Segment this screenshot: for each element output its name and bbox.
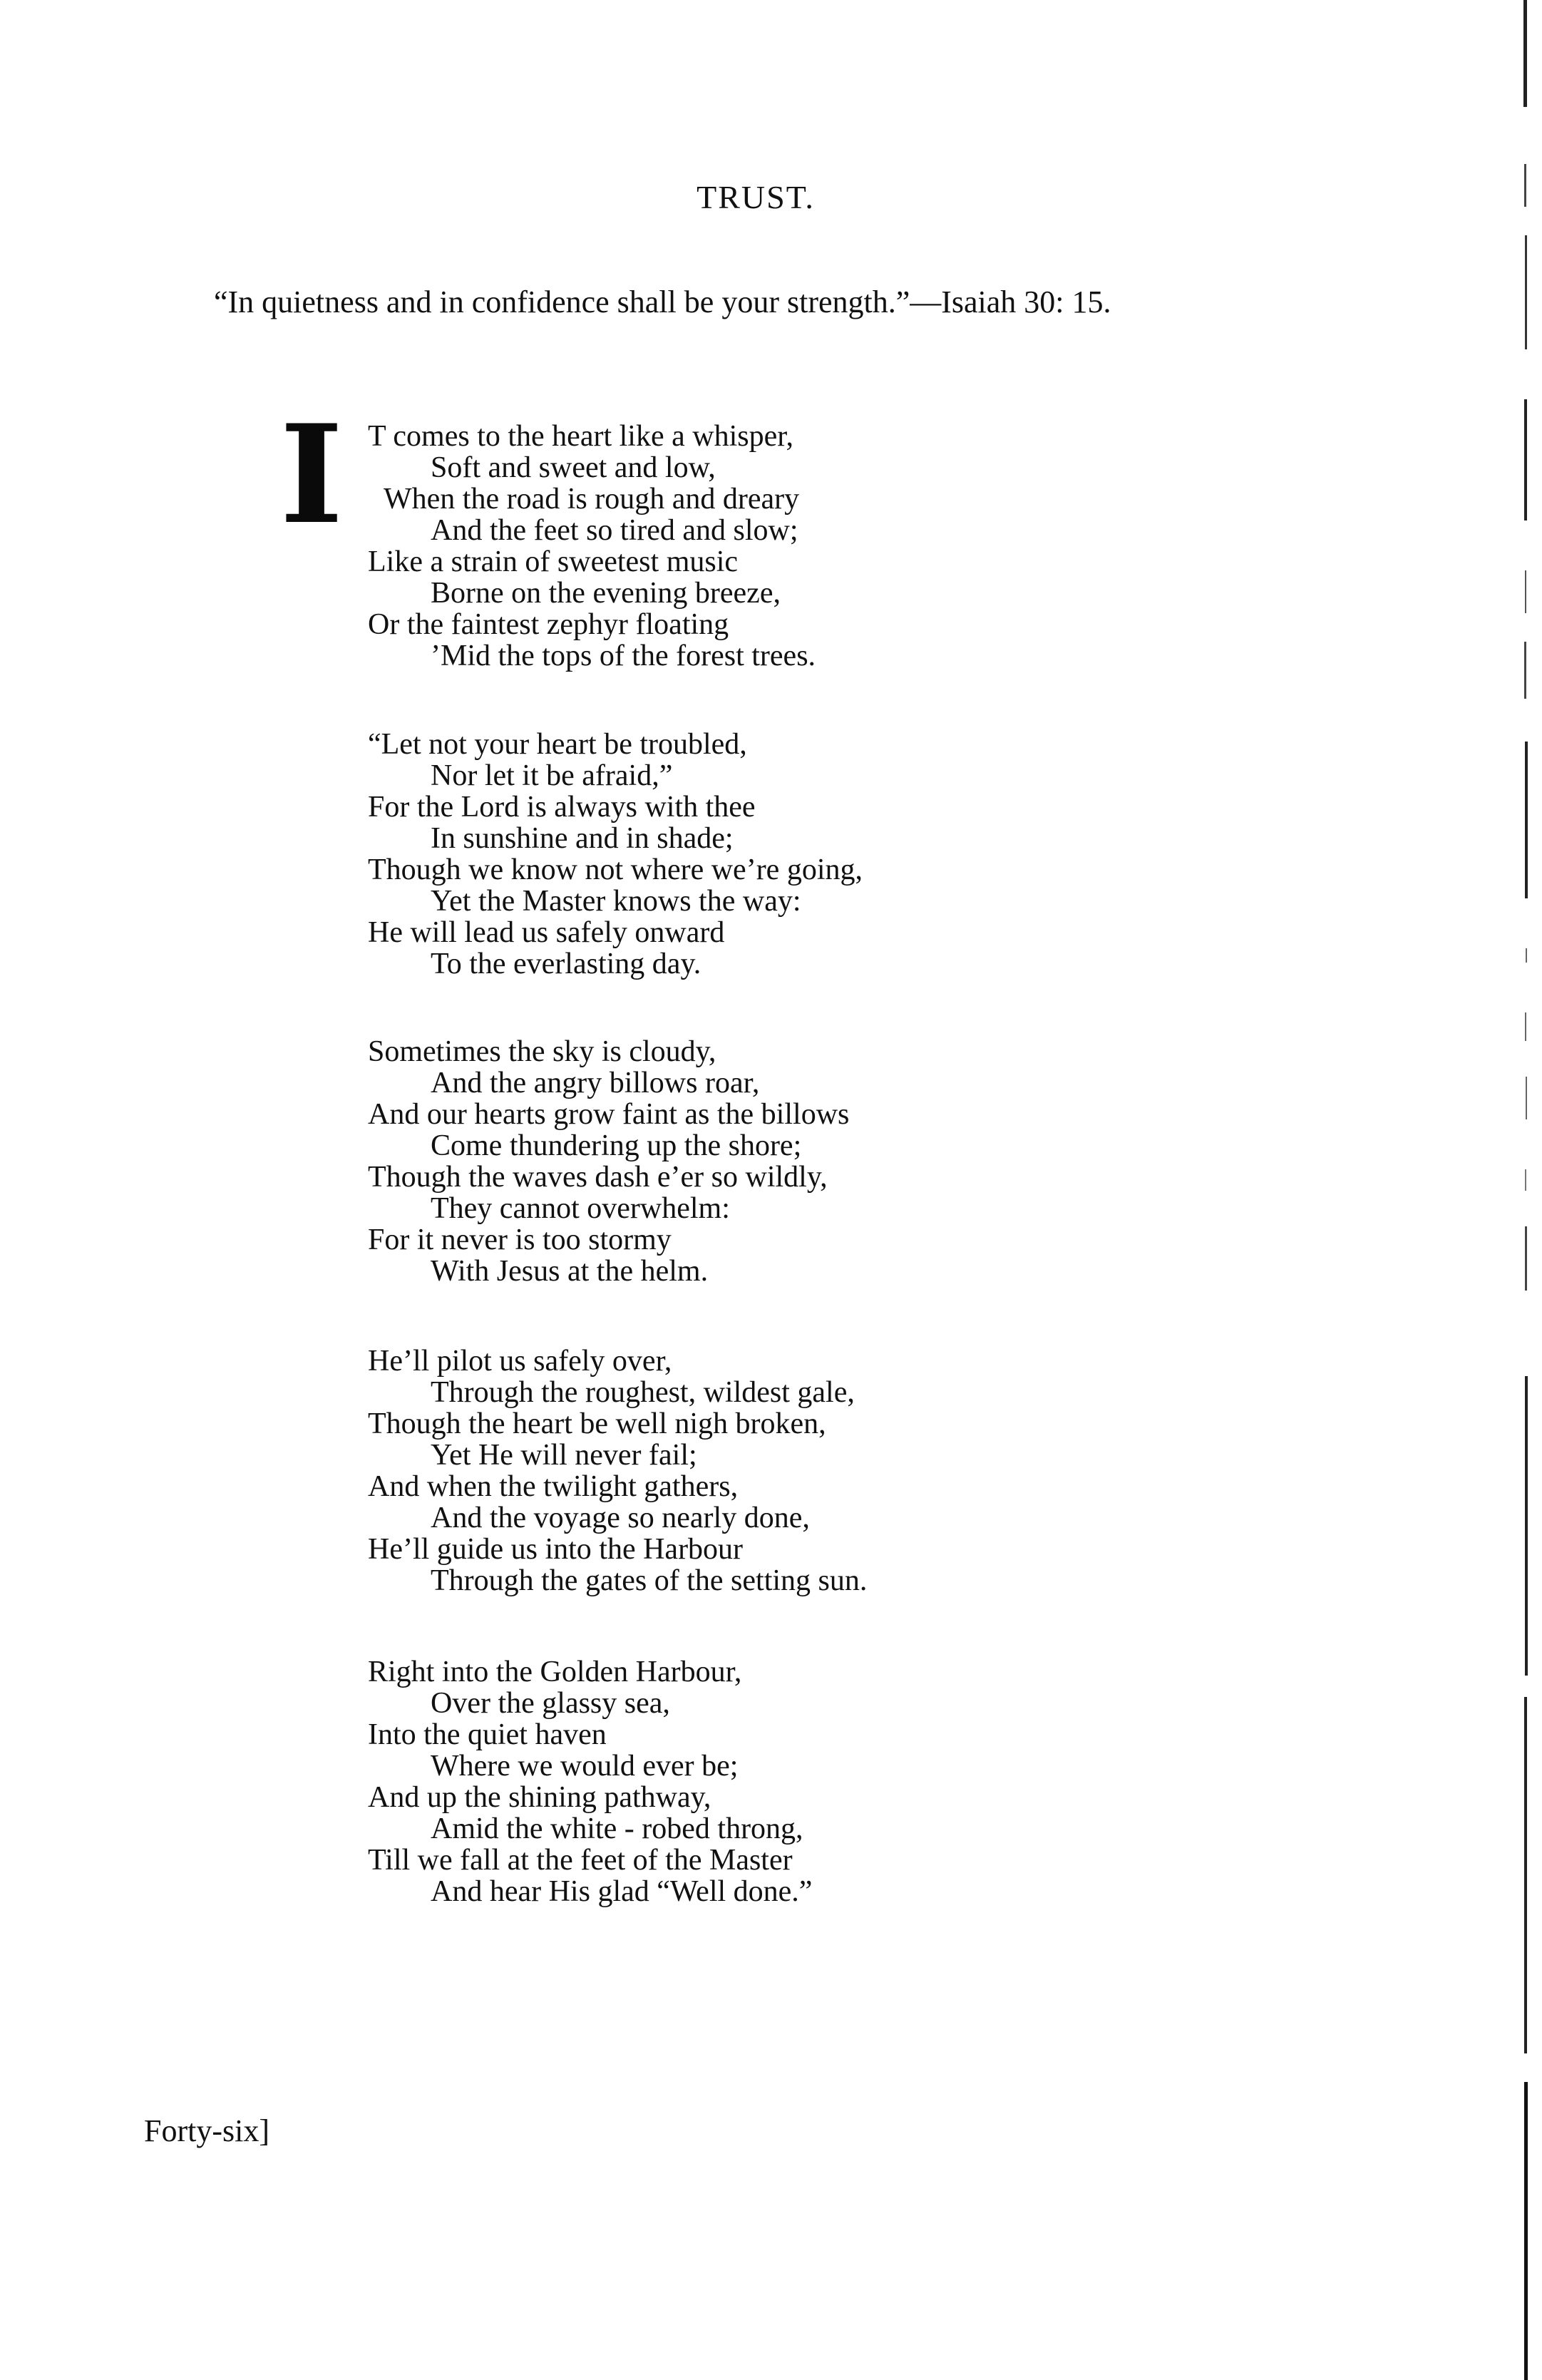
drop-cap: I: [279, 395, 344, 554]
verse-line: Though the waves dash e’er so wildly,: [368, 1161, 828, 1194]
stanza: [368, 729, 1152, 980]
verse-line: For the Lord is always with thee: [368, 791, 756, 824]
verse-line: And the voyage so nearly done,: [431, 1502, 810, 1534]
verse-line: And when the twilight gathers,: [368, 1470, 739, 1503]
verse-line: T comes to the heart like a whisper,: [368, 420, 794, 453]
stanza: [368, 1656, 1152, 1907]
verse-line: And the angry billows roar,: [431, 1067, 760, 1099]
verse-line: Where we would ever be;: [431, 1750, 739, 1783]
verse-line: Yet He will never fail;: [431, 1439, 697, 1472]
poem-title: TRUST.: [697, 179, 815, 215]
verse-line: Yet the Master knows the way:: [431, 885, 801, 918]
verse-line: In sunshine and in shade;: [431, 822, 734, 855]
verse-line: He’ll guide us into the Harbour: [368, 1533, 744, 1566]
verse-line: ’Mid the tops of the forest trees.: [431, 640, 816, 672]
verse-line: And hear His glad “Well done.”: [431, 1875, 813, 1908]
verse-line: Till we fall at the feet of the Master: [368, 1844, 793, 1877]
verse-line: To the everlasting day.: [431, 948, 701, 980]
verse-line: And the feet so tired and slow;: [431, 514, 798, 547]
verse-line: Into the quiet haven: [368, 1718, 607, 1751]
verse-line: “Let not your heart be troubled,: [368, 728, 747, 761]
verse-line: When the road is rough and dreary: [384, 483, 800, 516]
verse-line: He will lead us safely onward: [368, 916, 725, 949]
verse-line: Come thundering up the shore;: [431, 1129, 802, 1162]
verse-line: And up the shining pathway,: [368, 1781, 711, 1814]
stanza: [368, 421, 1152, 672]
page-number: Forty-six]: [144, 2113, 269, 2148]
verse-line: Borne on the evening breeze,: [431, 577, 781, 610]
verse-line: They cannot overwhelm:: [431, 1192, 730, 1225]
stanza: [368, 1345, 1152, 1596]
verse-line: Like a strain of sweetest music: [368, 545, 739, 578]
verse-line: Amid the white - robed throng,: [431, 1812, 803, 1845]
verse-line: Nor let it be afraid,”: [431, 759, 673, 792]
verse-line: And our hearts grow faint as the billows: [368, 1098, 850, 1131]
verse-line: For it never is too stormy: [368, 1224, 672, 1256]
page-edge-scan-artifact: [1513, 0, 1542, 2380]
epigraph: “In quietness and in confidence shall be your strength.”—Isaiah 30: 15.: [214, 284, 1111, 319]
verse-line: Sometimes the sky is cloudy,: [368, 1035, 716, 1068]
verse-line: Through the roughest, wildest gale,: [431, 1376, 855, 1409]
verse-line: Right into the Golden Harbour,: [368, 1656, 742, 1688]
verse-line: With Jesus at the helm.: [431, 1255, 709, 1288]
verse-line: Soft and sweet and low,: [431, 451, 716, 484]
verse-line: Or the faintest zephyr floating: [368, 608, 729, 641]
verse-line: He’ll pilot us safely over,: [368, 1345, 672, 1378]
verse-line: Through the gates of the setting sun.: [431, 1564, 868, 1597]
verse-line: Though the heart be well nigh broken,: [368, 1407, 826, 1440]
verse-line: Though we know not where we’re going,: [368, 853, 863, 886]
verse-line: Over the glassy sea,: [431, 1687, 670, 1720]
stanza: [368, 1036, 1152, 1287]
